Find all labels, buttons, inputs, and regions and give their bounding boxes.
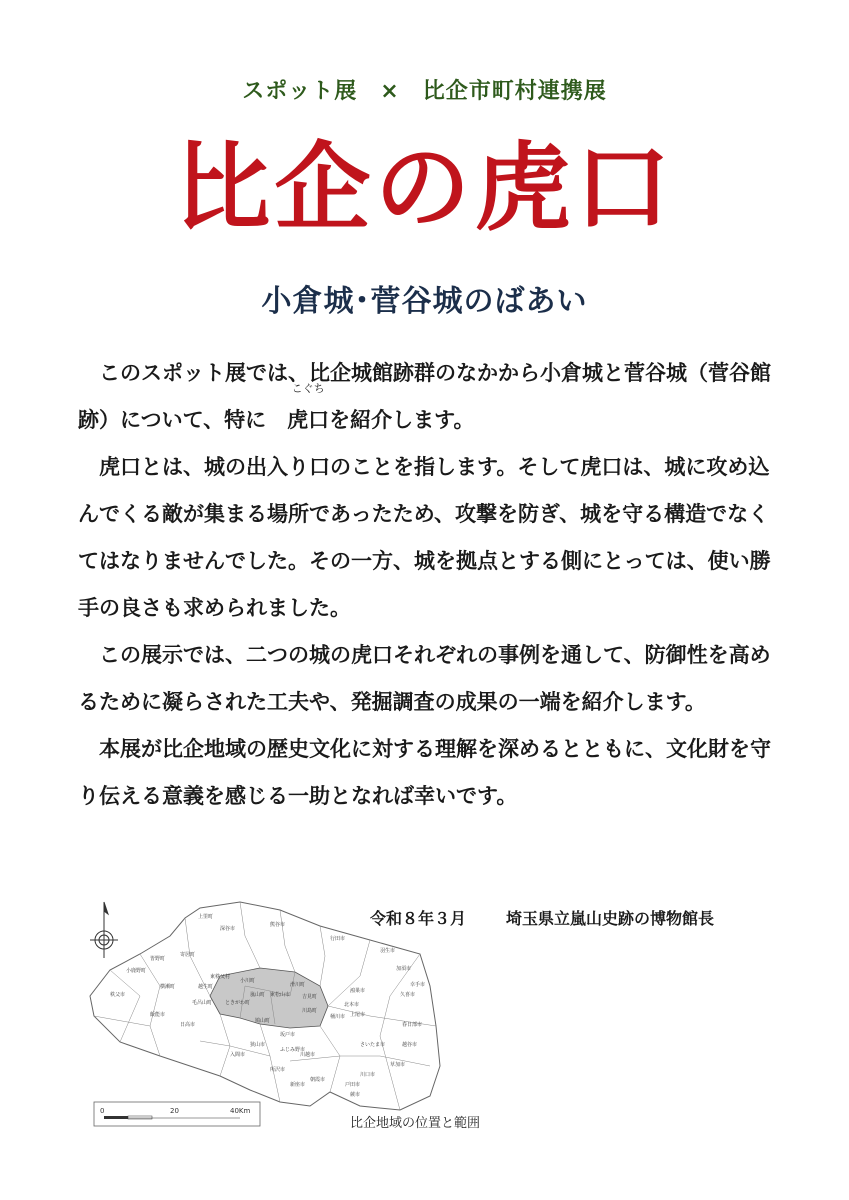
scale-label-20: 20: [170, 1107, 179, 1115]
map-label: さいたま市: [360, 1042, 386, 1048]
scale-label-0: 0: [100, 1107, 105, 1115]
map-label: 戸田市: [345, 1082, 361, 1088]
map-label: 毛呂山町: [192, 1000, 213, 1006]
map-label: 新座市: [290, 1082, 306, 1088]
map-label: 深谷市: [220, 926, 236, 932]
map-label: 嵐山町: [250, 992, 266, 998]
map-label: 越谷市: [402, 1042, 418, 1048]
scale-bar: [94, 1102, 260, 1126]
map-label: 寄居町: [180, 952, 196, 958]
map-label: 坂戸市: [280, 1032, 296, 1038]
exhibition-subtitle: スポット展 × 比企市町村連携展: [242, 79, 607, 104]
map-label: 狭山市: [250, 1042, 266, 1048]
ruby-koguchi: こぐち 虎口: [266, 397, 329, 444]
map-label: 横瀬町: [160, 984, 176, 990]
exhibition-heading: 小倉城･菅谷城のばあい: [261, 284, 588, 319]
map-label: 熊谷市: [270, 922, 286, 928]
compass-icon: [90, 902, 118, 958]
map-label: 小鹿野町: [126, 968, 147, 974]
map-label: 上里町: [198, 914, 214, 920]
map-caption: 比企地域の位置と範囲: [350, 1116, 481, 1131]
paragraph-2: 虎口とは、城の出入り口のことを指します。そして虎口は、城に攻め込んでくる敵が集まる場所であったため、攻撃を防ぎ、城を守る構造でなくてはなりませんでした。その一方、城を拠点とする側にとっては、使い勝手の良さも求められました。: [78, 455, 771, 620]
hiki-region-map: [80, 896, 460, 1136]
map-label: 東松山市: [270, 992, 291, 998]
signature: 埼玉県立嵐山史跡の博物館長: [506, 909, 715, 928]
map-label: 幸手市: [410, 982, 426, 988]
map-label: ふじみ野市: [280, 1047, 306, 1053]
map-label: 草加市: [390, 1062, 406, 1068]
map-label: 東秩父村: [210, 974, 231, 980]
map-label: 鳩山町: [255, 1018, 271, 1024]
map-label: 川口市: [360, 1072, 376, 1078]
map-label: 入間市: [230, 1052, 246, 1058]
map-label: 滑川町: [290, 982, 306, 988]
exhibition-title: 比企の虎口: [174, 132, 675, 244]
ruby-reading: こぐち: [291, 382, 325, 395]
map-label: 羽生市: [380, 948, 396, 954]
map-label: 久喜市: [400, 992, 416, 998]
paragraph-3: この展示では、二つの城の虎口それぞれの事例を通して、防御性を高めるために凝らされた工夫や、発掘調査の成果の一端を紹介します。: [78, 643, 771, 714]
date: 令和８年３月: [370, 909, 467, 928]
map-label: 川島町: [302, 1008, 318, 1014]
map-label: 吉見町: [302, 994, 318, 1000]
scale-label-40: 40Km: [230, 1107, 251, 1115]
map-label: 蕨市: [350, 1092, 361, 1098]
map-label: 小川町: [240, 978, 256, 984]
map-label: 上尾市: [350, 1012, 366, 1018]
map-label: 桶川市: [330, 1014, 346, 1020]
map-label: 春日部市: [402, 1022, 423, 1028]
map-label: 加須市: [396, 966, 412, 972]
paragraph-4: 本展が比企地域の歴史文化に対する理解を深めるとともに、文化財を守り伝える意義を感じる一助となれば幸いです。: [78, 737, 771, 808]
map-label: 北本市: [344, 1002, 360, 1008]
map-label: 川越市: [300, 1052, 316, 1058]
map-label: 日高市: [180, 1022, 196, 1028]
map-label: 所沢市: [270, 1067, 286, 1073]
map-label: 皆野町: [150, 956, 166, 962]
map-label: 鴻巣市: [350, 988, 366, 994]
intro-text: [78, 350, 778, 820]
map-label: ときがわ町: [225, 1000, 251, 1006]
paragraph-1: このスポット展では、比企城館跡群のなかから小倉城と菅谷城（菅谷館跡）について、特に こぐち 虎口を紹介します。: [78, 350, 778, 444]
map-label: 秩父市: [110, 992, 126, 998]
map-label: 行田市: [330, 936, 346, 942]
map-label: 朝霞市: [310, 1077, 326, 1083]
map-label: 飯能市: [150, 1012, 166, 1018]
map-label: 越生町: [198, 984, 214, 990]
